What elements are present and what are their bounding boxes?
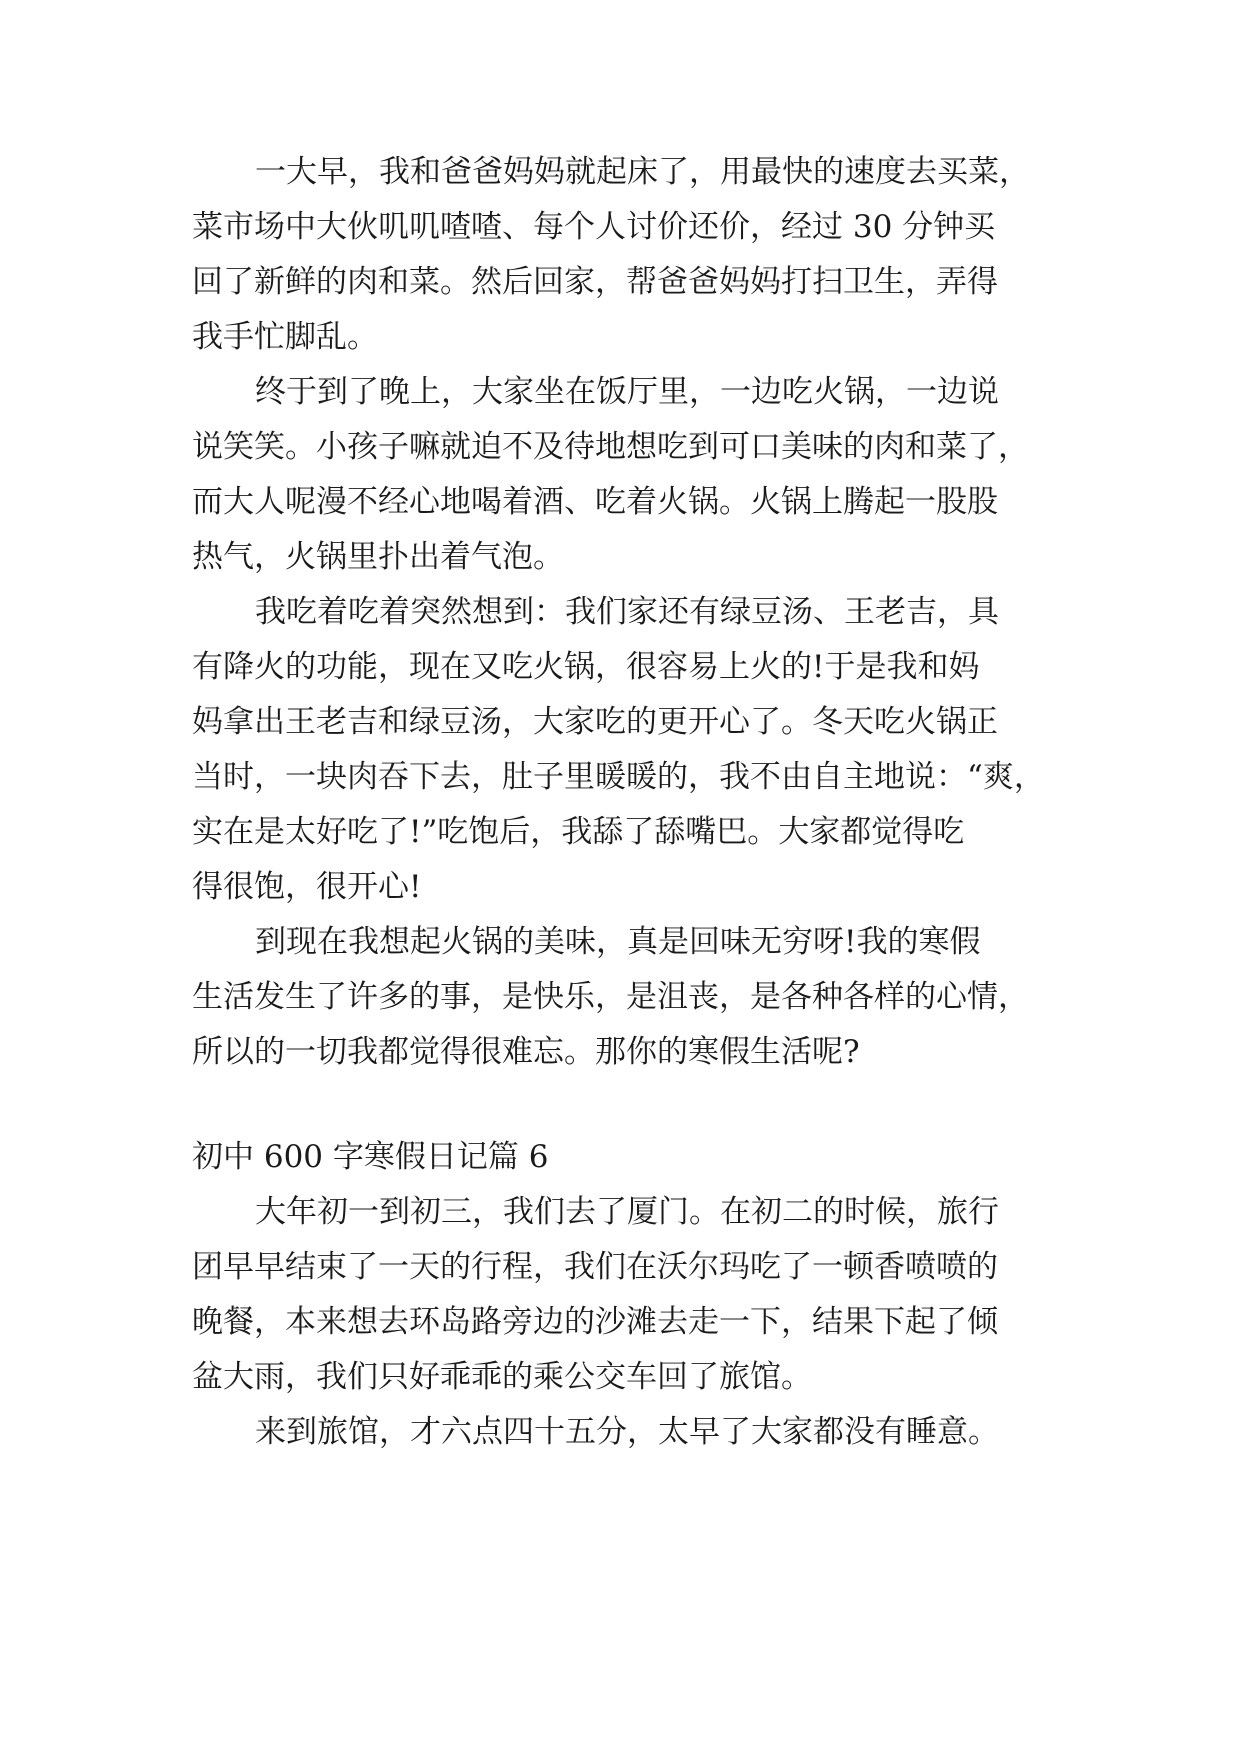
section-paragraph-2-line-1: 来到旅馆，才六点四十五分，太早了大家都没有睡意。 <box>255 1414 999 1450</box>
paragraph-2-line-4: 热气，火锅里扑出着气泡。 <box>192 539 564 575</box>
paragraph-2-line-3: 而大人呢漫不经心地喝着酒、吃着火锅。火锅上腾起一股股 <box>192 484 998 520</box>
section-paragraph-1-line-1: 大年初一到初三，我们去了厦门。在初二的时候，旅行 <box>255 1194 999 1230</box>
paragraph-3-line-6: 得很饱，很开心! <box>192 869 422 905</box>
paragraph-3-line-4: 当时，一块肉吞下去，肚子里暖暖的，我不由自主地说：“爽， <box>192 759 1045 795</box>
section-paragraph-1-line-3: 晚餐，本来想去环岛路旁边的沙滩去走一下，结果下起了倾 <box>192 1304 998 1340</box>
paragraph-3-line-1: 我吃着吃着突然想到：我们家还有绿豆汤、王老吉，具 <box>255 594 999 630</box>
paragraph-1-line-4: 我手忙脚乱。 <box>192 319 378 355</box>
paragraph-1-line-3: 回了新鲜的肉和菜。然后回家，帮爸爸妈妈打扫卫生，弄得 <box>192 264 998 300</box>
paragraph-1-line-1: 一大早，我和爸爸妈妈就起床了，用最快的速度去买菜， <box>255 154 1030 190</box>
paragraph-3-line-3: 妈拿出王老吉和绿豆汤，大家吃的更开心了。冬天吃火锅正 <box>192 704 998 740</box>
paragraph-3-line-2: 有降火的功能，现在又吃火锅，很容易上火的!于是我和妈 <box>192 649 980 685</box>
paragraph-3-line-5: 实在是太好吃了!”吃饱后，我舔了舔嘴巴。大家都觉得吃 <box>192 814 965 850</box>
section-title: 初中 600 字寒假日记篇 6 <box>192 1139 549 1175</box>
paragraph-4-line-3: 所以的一切我都觉得很难忘。那你的寒假生活呢? <box>192 1034 860 1070</box>
paragraph-2-line-1: 终于到了晚上，大家坐在饭厅里，一边吃火锅，一边说 <box>255 374 999 410</box>
section-paragraph-1-line-4: 盆大雨，我们只好乖乖的乘公交车回了旅馆。 <box>192 1359 812 1395</box>
paragraph-4-line-2: 生活发生了许多的事，是快乐，是沮丧，是各种各样的心情， <box>192 979 1029 1015</box>
paragraph-4-line-1: 到现在我想起火锅的美味，真是回味无穷呀!我的寒假 <box>255 924 981 960</box>
paragraph-1-line-2: 菜市场中大伙叽叽喳喳、每个人讨价还价，经过 30 分钟买 <box>192 209 996 245</box>
paragraph-2-line-2: 说笑笑。小孩子嘛就迫不及待地想吃到可口美味的肉和菜了， <box>192 429 1029 465</box>
section-paragraph-1-line-2: 团早早结束了一天的行程，我们在沃尔玛吃了一顿香喷喷的 <box>192 1249 998 1285</box>
